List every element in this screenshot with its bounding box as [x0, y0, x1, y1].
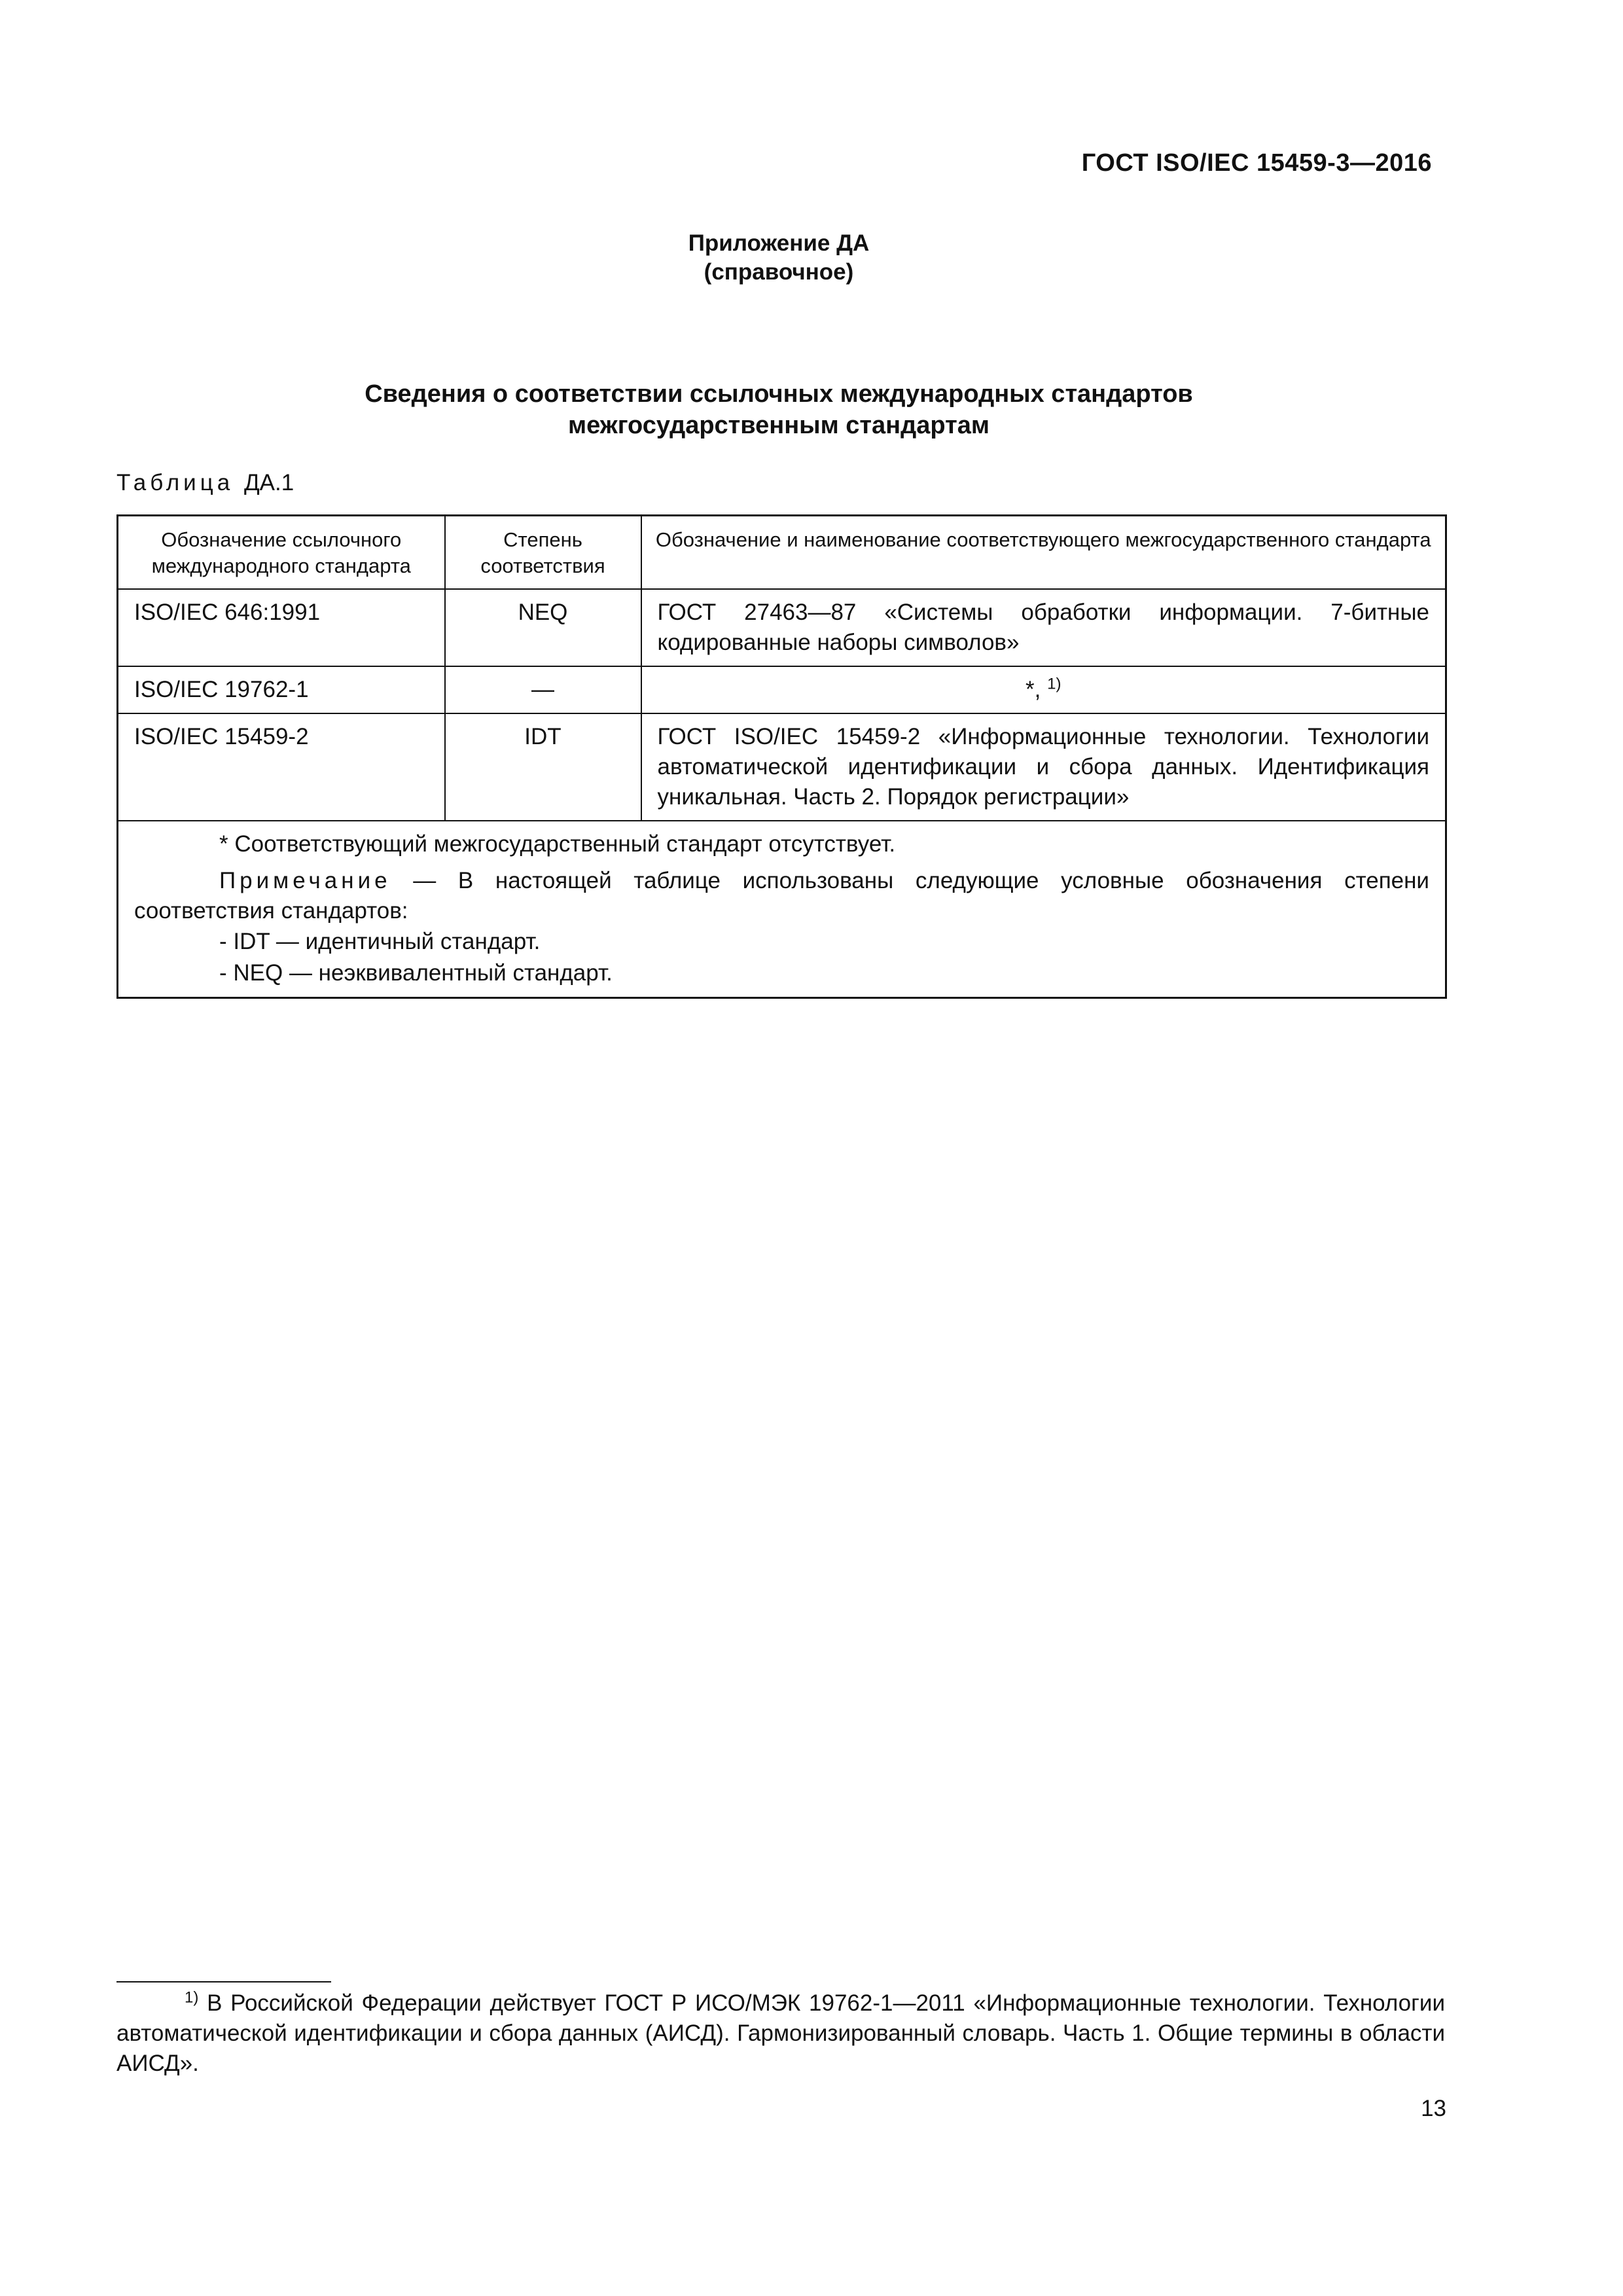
section-title-line-1: Сведения о соответствии ссылочных международных стандартов — [365, 380, 1193, 408]
note-paragraph — [134, 866, 1429, 926]
asterisk-note: * Соответствующий межгосударственный стандарт отсутствует. — [219, 831, 896, 857]
section-title — [0, 378, 1558, 441]
document-code: ГОСТ ISO/IEC 15459-3—2016 — [1081, 149, 1432, 177]
header-degree: Степень соответствия — [445, 516, 641, 590]
cell-designation: ISO/IEC 19762-1 — [118, 666, 445, 713]
cell-degree: NEQ — [445, 589, 641, 666]
table-notes-row — [118, 821, 1446, 998]
footnote-reference-mark: *, — [1026, 677, 1041, 702]
footnote — [116, 1988, 1445, 2079]
table-row — [118, 589, 1446, 666]
table-row — [118, 713, 1446, 821]
page-number: 13 — [1421, 2096, 1446, 2121]
note-list-item: - IDT — идентичный стандарт. — [219, 929, 541, 954]
section-title-line-2: межгосударственным стандартам — [568, 412, 990, 439]
cell-designation: ISO/IEC 15459-2 — [118, 713, 445, 821]
footnote-reference-number: 1) — [1047, 675, 1061, 693]
table-row — [118, 666, 1446, 713]
annex-kind: (справочное) — [704, 259, 854, 285]
header-designation: Обозначение ссылочного международного стандарта — [118, 516, 445, 590]
table-label-word: Таблица — [116, 470, 234, 495]
note-text: — В настоящей таблице использованы следующие условные обозначения степени соответствия стандартов: — [134, 868, 1429, 924]
annex-heading — [0, 229, 1558, 287]
cell-national-standard: ГОСТ ISO/IEC 15459-2 «Информационные технологии. Технологии автоматической идентификации и сбора данных. Идентификация уникальная. Часть 2. Порядок регистрации» — [641, 713, 1446, 821]
cell-national-standard: ГОСТ 27463—87 «Системы обработки информации. 7-битные кодированные наборы символов» — [641, 589, 1446, 666]
correspondence-table — [116, 514, 1447, 999]
footnote-mark: 1) — [185, 1988, 199, 2007]
note-label: Примечание — [219, 868, 391, 893]
table-notes — [118, 821, 1446, 998]
note-list-item: - NEQ — неэквивалентный стандарт. — [219, 960, 613, 986]
annex-title: Приложение ДА — [688, 230, 870, 256]
table-label — [116, 470, 294, 496]
table-label-number: ДА.1 — [243, 470, 294, 495]
cell-degree: — — [445, 666, 641, 713]
cell-designation: ISO/IEC 646:1991 — [118, 589, 445, 666]
footnote-separator — [116, 1981, 331, 1982]
header-national-standard: Обозначение и наименование соответствующего межгосударственного стандарта — [641, 516, 1446, 590]
table-header-row — [118, 516, 1446, 590]
footnote-text: В Российской Федерации действует ГОСТ Р ИСО/МЭК 19762-1—2011 «Информационные технологии. Технологии автоматической идентификации и сбора данных (АИСД). Гармонизированный словарь. Часть 1. Общие термины в области АИСД». — [116, 1990, 1445, 2076]
cell-national-standard — [641, 666, 1446, 713]
cell-degree: IDT — [445, 713, 641, 821]
